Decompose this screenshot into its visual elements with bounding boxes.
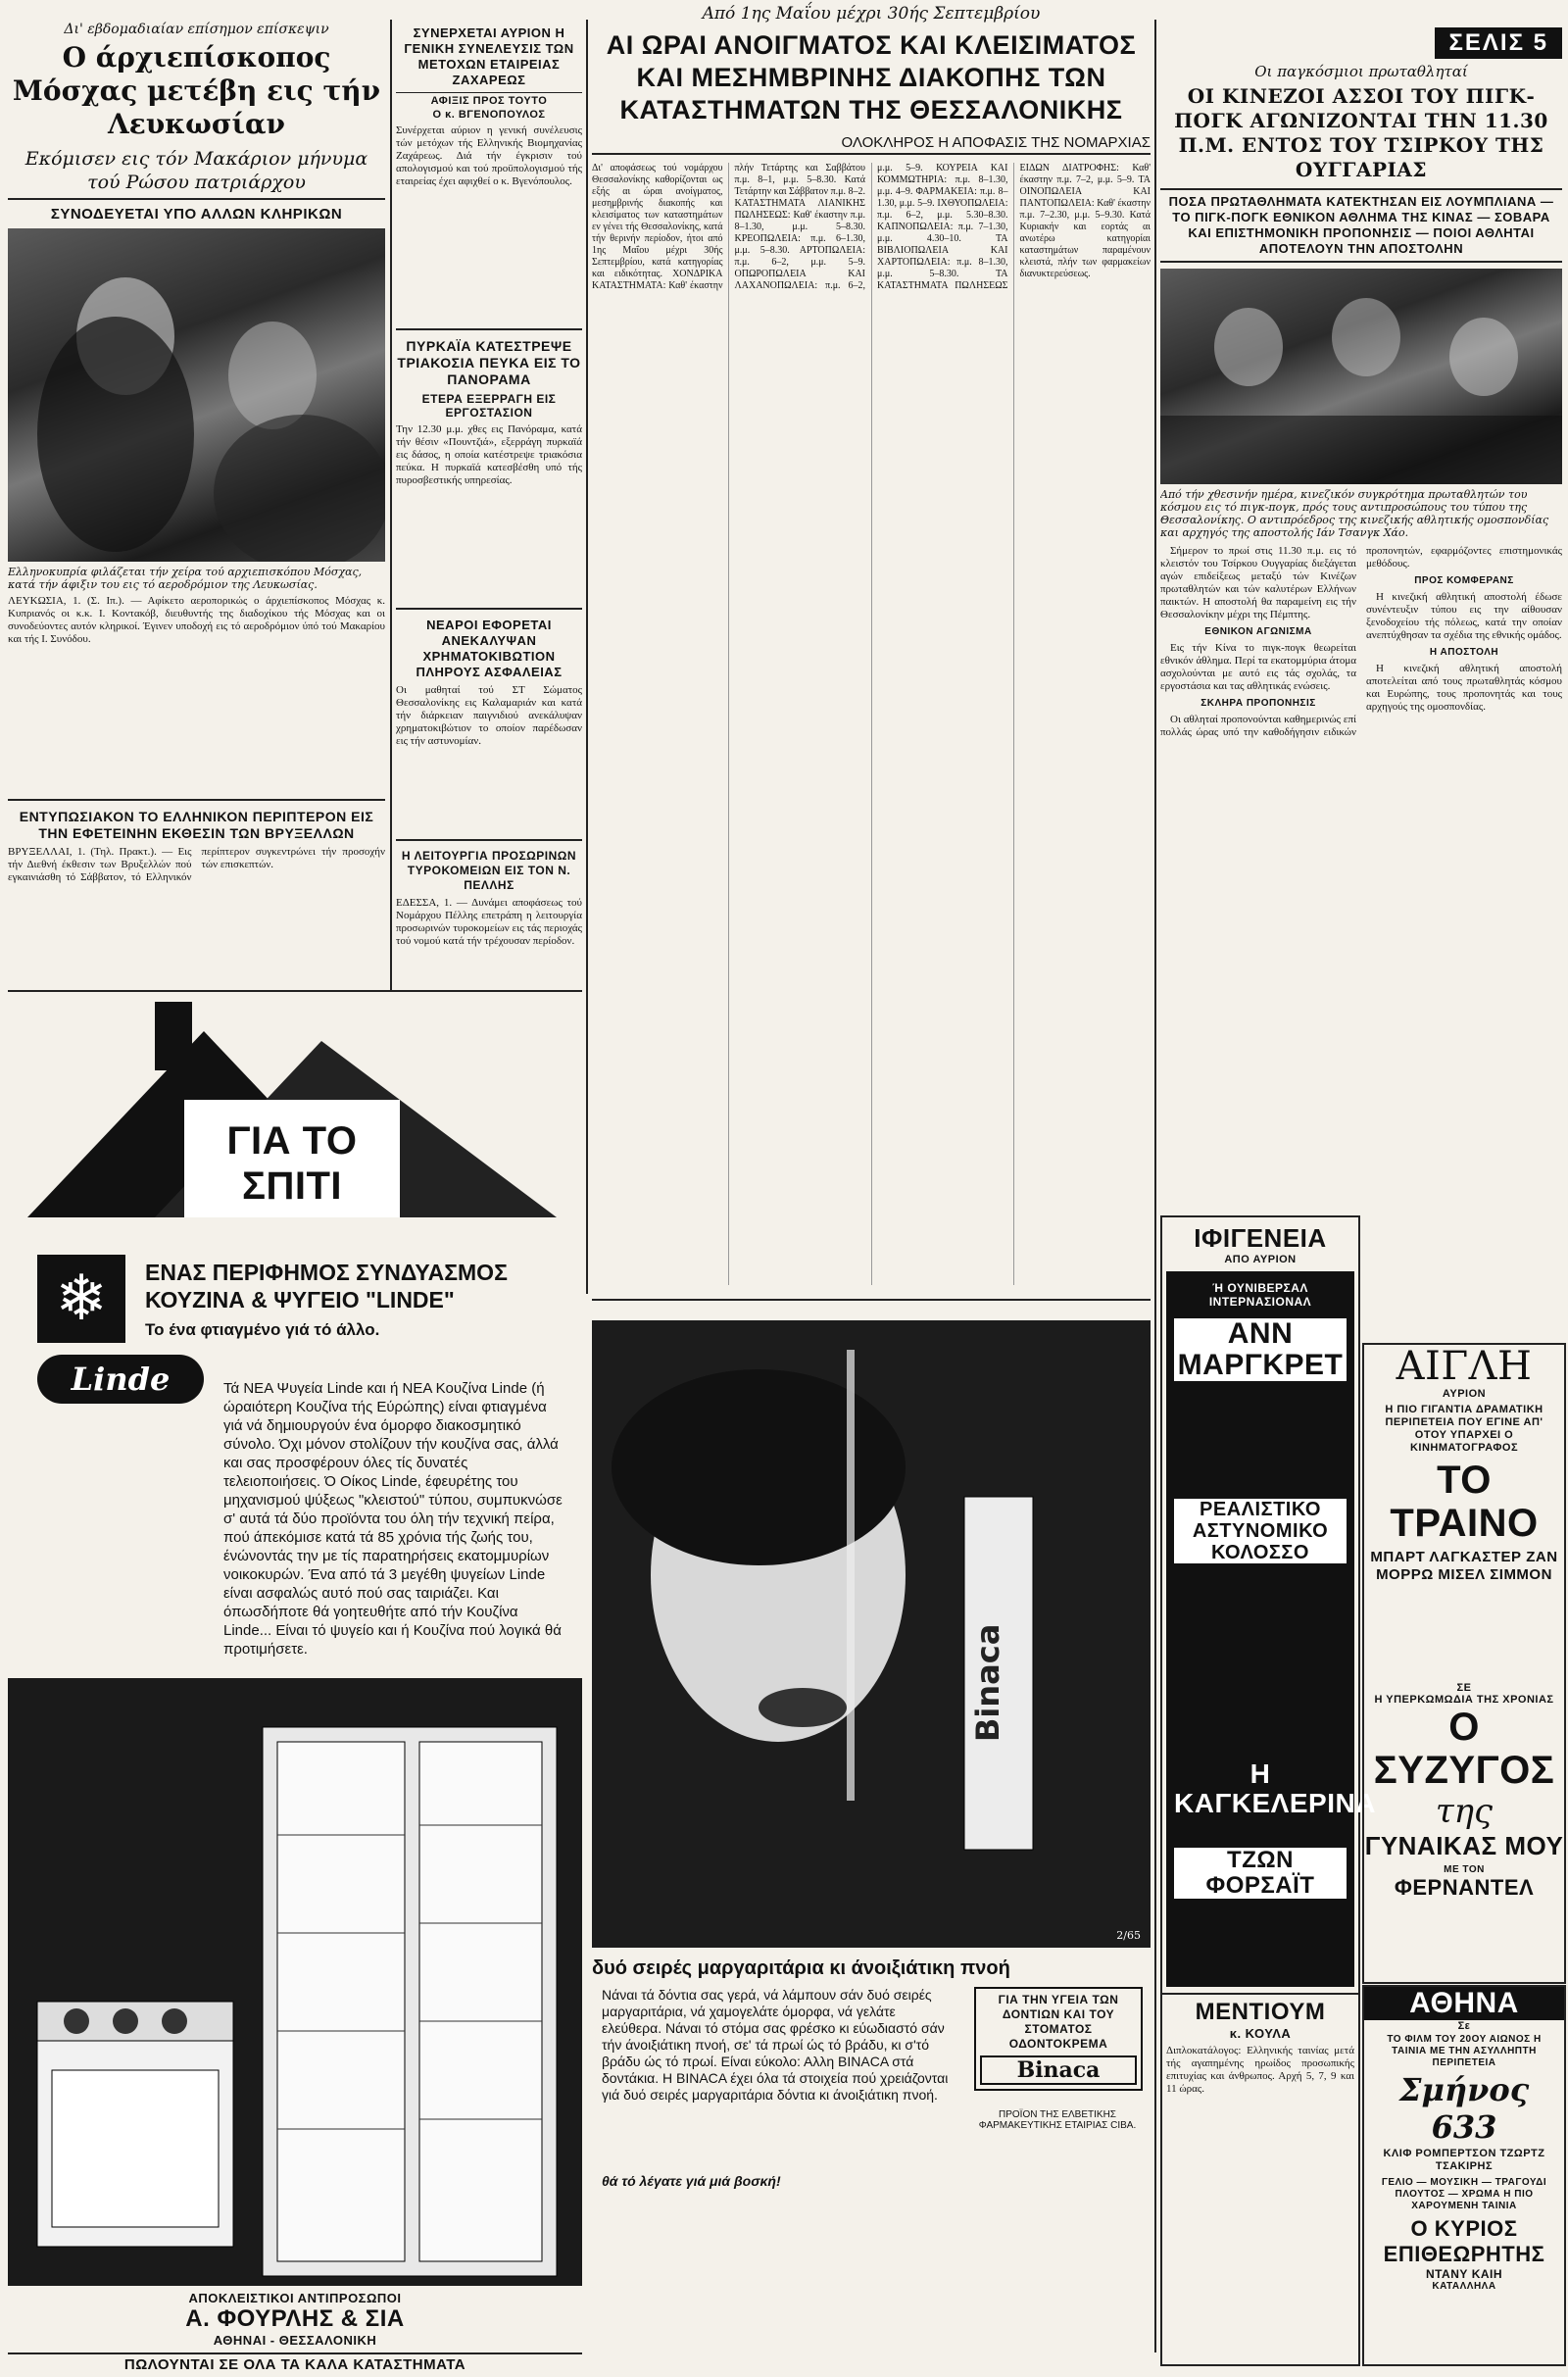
film2-c: ΓΥΝΑΙΚΑΣ ΜΟΥ	[1364, 1831, 1564, 1860]
linde-logo	[37, 1355, 204, 1404]
headline-cheese: Η ΛΕΙΤΟΥΡΓΙΑ ΠΡΟΣΩΡΙΝΩΝ ΤΥΡΟΚΟΜΕΙΩΝ ΕΙΣ ΤΟΝ Ν. ΠΕΛΛΗΣ	[401, 849, 577, 892]
subhead: ΣΚΛΗΡΑ ΠΡΟΠΟΝΗΣΙΣ	[1200, 698, 1316, 709]
column-rule	[586, 20, 588, 1294]
column-rule	[1154, 20, 1156, 2352]
cinema-name: ΙΦΙΓΕΝΕΙΑ	[1194, 1223, 1327, 1253]
photo-pingpong	[1160, 269, 1562, 484]
photo-illustration	[8, 228, 385, 562]
ad-headline: δυό σειρές μαργαριτάρια κι άνοιξιάτικη πνοή	[592, 1957, 1010, 1979]
column-rule	[390, 20, 392, 990]
genre: ΡΕΑΛΙΣΤΙΚΟ ΑΣΤΥΝΟΜΙΚΟ ΚΟΛΟΣΣΟ	[1174, 1499, 1347, 1563]
cinema-when: ΑΠΟ ΑΥΡΙΟΝ	[1224, 1254, 1297, 1265]
linde-logo-text: Linde	[71, 1361, 171, 1398]
page-number: ΣΕΛΙΣ 5	[1435, 27, 1562, 59]
paragraph: Σήμερον το πρωί στις 11.30 π.μ. εις τό κλειστόν του Τσίρκου Ουγγαρίας διεξάγεται αγών επιδείξεως μεταξύ τών Κινέζων πρωταθλητών και τών καλυτέρων Ελλήνων παικτών. Η αποστολή θα παραμείνη εις τήν Θεσσαλονίκην μέχρι της Πέμπτης.	[1160, 545, 1356, 620]
paragraph: Η κινεζική αθλητική αποστολή αποτελείται από τους πρωταθλητάς κόσμου και Ευρώπης, τους προπονητάς και τους αρχηγούς της ομοσπονδίας.	[1366, 663, 1562, 713]
photo-archbishop	[8, 228, 385, 562]
photo-binaca	[592, 1320, 1151, 1948]
star-name: ΑΝΝ ΜΑΡΓΚΡΕΤ	[1174, 1318, 1347, 1381]
subhead-sugar-2: Ο κ. ΒΓΕΝΟΠΟΥΛΟΣ	[432, 109, 546, 121]
cinema-name: ΑΘΗΝΑ	[1364, 1987, 1564, 2020]
ad-ifigeneia	[1160, 1215, 1376, 2366]
article-body	[1160, 545, 1562, 1182]
ad-code: 2/65	[1116, 1929, 1141, 1942]
dealer-label: ΑΠΟΚΛΕΙΣΤΙΚΟΙ ΑΝΤΙΠΡΟΣΩΠΟΙ	[188, 2291, 402, 2305]
ad-footer: ΚΑΤΑΛΛΗΛΑ	[1432, 2281, 1496, 2292]
cinema-when: ΑΥΡΙΟΝ	[1442, 1388, 1487, 1400]
dealer-cities: ΑΘΗΝΑΙ - ΘΕΣΣΑΛΟΝΙΚΗ	[213, 2333, 377, 2348]
ad-body: Τά ΝΕΑ Ψυγεία Linde και ή ΝΕΑ Κουζίνα Linde (ή ώραιότερη Κουζίνα τής Εύρώπης) είναι φτιαγμένα γιά νά δημιουργούν ένα όμορφο διακοσμητικό σύνολο. Όχι μόνον στολίζουν τήν κουζίνα σας, άλλά και σας προσφέρουν όλες τίς δυνατές τελειοποιήσεις. Ό Οίκος Linde, έφευρέτης του μηχανισμού ψύξεως "κλειστού" τύπου, συμπυκνώσε σ' αυτά τά δύο προϊόντα του όλη τήν τεχνική πείρα, πού άπεκόμισε κατά τά 85 χρόνια τής ζωής του, ένώνοντάς την με τίς παρατηρήσεις εκατομμυρίων νοικοκυρών. Ένα από τά 3 μεγέθη ψυγείων Linde είναι ασφαλώς αυτό πού σας ταιριάζει. Και όπωσδήποτε θά γοητευθήτε από τήν Κουζίνα Linde... Είναι τό ψυγείο και ή Κουζίνα πού λογικά θά προτιμήσετε.	[223, 1380, 563, 1658]
divider	[8, 799, 385, 801]
subhead: Η ΑΠΟΣΤΟΛΗ	[1429, 647, 1499, 658]
kicker: Οι παγκόσμιοι πρωταθληταί	[1254, 63, 1468, 80]
headline-safe: ΝΕΑΡΟΙ ΕΦΟΡΕΤΑΙ ΑΝΕΚΑΛΥΨΑΝ ΧΡΗΜΑΤΟΚΙΒΩΤΙΟΝ ΠΛΗΡΟΥΣ ΑΣΦΑΛΕΙΑΣ	[416, 618, 563, 679]
ad-binaca	[592, 1299, 1151, 2369]
tube-brand-text: Binaca	[969, 1623, 1006, 1742]
headline: ΑΙ ΩΡΑΙ ΑΝΟΙΓΜΑΤΟΣ ΚΑΙ ΚΛΕΙΣΙΜΑΤΟΣ ΚΑΙ ΜΕΣΗΜΒΡΙΝΗΣ ΔΙΑΚΟΠΗΣ ΤΩΝ ΚΑΤΑΣΤΗΜΑΤΩΝ ΤΗΣ ΘΕΣΣΑΛΟΝΙΚΗΣ	[606, 30, 1137, 124]
cinema2-body: Διπλοκατάλογος: Ελληνικής ταινίας μετά τής αγαπημένης ηρωίδος προσωπικής επιτυχίας και άνθρωπος. Αρχή 5, 7, 9 και 11 ώρας.	[1166, 2045, 1354, 2095]
cinema2-sub: κ. ΚΟΥΛΑ	[1229, 2026, 1292, 2041]
article-body-brussels: ΒΡΥΞΕΛΛΑΙ, 1. (Τηλ. Πρακτ.). — Εις τήν Διεθνή έκθεσιν των Βρυξελλών πού εγκαινιάσθη τό Σάββατον, τό Ελληνικόν περίπτερον συγκεντρώνει τήν προσοχήν τών επισκεπτών.	[8, 846, 385, 883]
film2-b: της	[1435, 1792, 1494, 1831]
film2-a: Ο ΣΥΖΥΓΟΣ	[1373, 1706, 1555, 1792]
headline: Ο άρχιεπίσκοπος Μόσχας μετέβη εις τήν Λευκωσίαν	[12, 41, 381, 140]
star2: ΦΕΡΝΑΝΤΕΛ	[1394, 1875, 1535, 1900]
film-title: ΤΟ ΤΡΑΙΝΟ	[1390, 1459, 1539, 1545]
cast: ΚΛΙΦ ΡΟΜΠΕΡΤΣΟΝ ΤΖΩΡΤΖ ΤΣΑΚΙΡΗΣ	[1383, 2148, 1545, 2172]
column-3	[592, 0, 1151, 1294]
snowflake-icon: ❄	[37, 1255, 125, 1343]
when2: ΣΕ	[1456, 1682, 1472, 1694]
subhead-sugar: ΑΦΙΞΙΣ ΠΡΟΣ ΤΟΥΤΟ	[396, 92, 582, 107]
cinema-from: Σε	[1457, 2020, 1471, 2032]
ad-title: ΕΝΑΣ ΠΕΡΙΦΗΜΟΣ ΣΥΝΔΥΑΣΜΟΣ ΚΟΥΖΙΝΑ & ΨΥΓΕΙΟ "LINDE"	[145, 1260, 508, 1312]
article-body-fire: Την 12.30 μ.μ. χθες εις Πανόραμα, κατά τήν θέσιν «Πουντζιά», εξερράγη πυρκαϊά εις δάσος, η οποία κατέστρεψε τριακόσια πεύκα. Η πυρκαϊά κατεσβέσθη υπό τής πυροσβεστικής υπηρεσίας.	[396, 423, 582, 486]
subhead-brussels: ΕΝΤΥΠΩΣΙΑΚΟΝ ΤΟ ΕΛΛΗΝΙΚΟΝ ΠΕΡΙΠΤΕΡΟΝ ΕΙΣ ΤΗΝ ΕΦΕΤΕΙΝΗΝ ΕΚΘΕΣΙΝ ΤΩΝ ΒΡΥΞΕΛΛΩΝ	[19, 809, 374, 841]
ad-producer: ΠΡΟΪΟΝ ΤΗΣ ΕΛΒΕΤΙΚΗΣ ΦΑΡΜΑΚΕΥΤΙΚΗΣ ΕΤΑΙΡΙΑΣ CIBA.	[978, 2109, 1137, 2131]
intro: Η ΠΙΟ ΓΙΓΑΝΤΙΑ ΔΡΑΜΑΤΙΚΗ ΠΕΡΙΠΕΤΕΙΑ ΠΟΥ ΕΓΙΝΕ ΑΠ' ΟΤΟΥ ΥΠΑΡΧΕΙ Ο ΚΙΝΗΜΑΤΟΓΡΑΦΟΣ	[1385, 1404, 1544, 1454]
subhead: ΣΥΝΟΔΕΥΕΤΑΙ ΥΠΟ ΑΛΛΩΝ ΚΛΗΡΙΚΩΝ	[50, 206, 343, 223]
film2-title: Ο ΚΥΡΙΟΣ ΕΠΙΘΕΩΡΗΤΗΣ	[1383, 2216, 1545, 2266]
subhead: ΠΡΟΣ ΚΟΜΦΕΡΑΝΣ	[1414, 575, 1514, 586]
poster	[1166, 1271, 1376, 1987]
summary-box: ΠΟΣΑ ΠΡΩΤΑΘΛΗΜΑΤΑ ΚΑΤΕΚΤΗΣΑΝ ΕΙΣ ΛΟΥΜΠΛΙΑΝΑ — ΤΟ ΠΙΓΚ-ΠΟΓΚ ΕΘΝΙΚΟΝ ΑΘΛΗΜΑ ΤΗΣ ΚΙΝΑΣ — ΣΟΒΑΡΑ ΚΑΙ ΕΠΙΣΤΗΜΟΝΙΚΗ ΠΡΟΠΟΝΗΣΙΣ — ΠΟΙΟΙ ΑΘΛΗΤΑΙ ΑΠΟΤΕΛΟΥΝ ΤΗΝ ΑΠΟΣΤΟΛΗΝ	[1160, 188, 1562, 263]
banner-line-2: ΣΠΙΤΙ	[241, 1164, 343, 1208]
deck: Εκόμισεν εις τόν Μακάριον μήνυμα τού Ρώσου πατριάρχου	[8, 147, 385, 200]
article-body-cheese: ΕΔΕΣΣΑ, 1. — Δυνάμει αποφάσεως τού Νομάρχου Πέλλης επετράπη η λειτουργία προσωρινών τυροκομείων εις τάς περιοχάς τού νομού κατά τήν τρέχουσαν περίοδον.	[396, 897, 582, 947]
dealer-name: Α. ΦΟΥΡΛΗΣ & ΣΙΑ	[185, 2305, 405, 2332]
ad-body: Νάναι τά δόντια σας γερά, νά λάμπουν σάν δυό σειρές μαργαριτάρια, νά χαμογελάτε όμορφα, νά γελάτε ελεύθερα. Νάναι τό στόμα σας φρέσκο κι εύωδιαστό σάν τήν άνοιξιάτικη πνοή, σε' τά πρωί ώς τό βράδυ, κι σ'τό βράδυ ώς τό πρωί. Είναι εύκολο: Αλλη BINACA στά δοντάκια. Η BINACA έχει όλα τά στοιχεία πού χρειάζονται γιά δυό σειρές μαργαριτάρια δόντια κι άνοιξιάτικη πνοή.	[602, 1987, 949, 2103]
cast2: ΝΤΑΝΥ ΚΑΙΗ	[1425, 2267, 1503, 2281]
ad-slogan: θά τό λέγατε γιά μιά βοσκή!	[602, 2173, 781, 2189]
subhead-fire: ΕΤΕΡΑ ΕΞΕΡΡΑΓΗ ΕΙΣ ΕΡΓΟΣΤΑΣΙΟΝ	[421, 392, 557, 420]
ad-linde	[8, 990, 582, 2373]
ad-tagline: Το ένα φτιαγμένο γιά τό άλλο.	[145, 1320, 380, 1339]
cast: ΜΠΑΡΤ ΛΑΓΚΑΣΤΕΡ ΖΑΝ ΜΟΡΡΩ ΜΙΣΕΛ ΣΙΜΜΟΝ	[1370, 1549, 1558, 1583]
deck: ΟΛΟΚΛΗΡΟΣ Η ΑΠΟΦΑΣΙΣ ΤΗΣ ΝΟΜΑΡΧΙΑΣ	[592, 134, 1151, 155]
column-4	[1160, 0, 1562, 1333]
studio: Ή ΟΥΝΙΒΕΡΣΑΛ ΙΝΤΕΡΝΑΣΙΟΝΑΛ	[1208, 1281, 1312, 1309]
ad-athina	[1362, 1985, 1566, 2366]
ad-footer: ΠΩΛΟΥΝΤΑΙ ΣΕ ΟΛΑ ΤΑ ΚΑΛΑ ΚΑΤΑΣΤΗΜΑΤΑ	[8, 2352, 582, 2373]
intro2: Η ΥΠΕΡΚΩΜΩΔΙΑ ΤΗΣ ΧΡΟΝΙΑΣ	[1374, 1694, 1554, 1706]
subhead: ΕΘΝΙΚΟΝ ΑΓΩΝΙΣΜΑ	[1204, 626, 1312, 637]
box-text: ΓΙΑ ΤΗΝ ΥΓΕΙΑ ΤΩΝ ΔΟΝΤΙΩΝ ΚΑΙ ΤΟΥ ΣΤΟΜΑΤΟΣ ΟΔΟΝΤΟΚΡΕΜΑ	[998, 1993, 1119, 2051]
intro: ΤΟ ΦΙΛΜ ΤΟΥ 20ΟΥ ΑΙΩΝΟΣ Η ΤΑΙΝΙΑ ΜΕ ΤΗΝ ΑΣΥΛΛΗΠΤΗ ΠΕΡΙΠΕΤΕΙΑ	[1387, 2034, 1542, 2068]
article-body-sugar: Συνέρχεται αύριον η γενική συνέλευσις τών μετόχων τής Ελληνικής Βιομηχανίας Ζαχάρεως. Διά τήν έγκρισιν τού απολογισμού και τού προϋπολογισμού τής εταιρείας έχει αφιχθεί ο κ. Βγενόπουλος.	[396, 124, 582, 187]
ad-box	[974, 1987, 1143, 2091]
article-body: ΛΕΥΚΩΣΙΑ, 1. (Σ. Ιπ.). — Αφίκετο αεροπορικώς ο άρχιεπίσκοπος Μόσχας κ. Κυπριανός οι κ.κ. Ι. Κοντακόβ, διευθυντής της διαδοχίκου τής Μόσχας και οι συνοδεύοντες αυτόν κληρικοί. Έγινεν υποδοχή εις τό αεροδρόμιον ύπό τού Μακαρίου και τής Ι. Συνόδου.	[8, 595, 385, 645]
photo-caption: Από τήν χθεσινήν ημέρα, κινεζικόν συγκρότημα πρωταθλητών του κόσμου εις τό πιγκ-πογκ, πρός τους αντιπροσώπους του τύπου της Θεσσαλονίκης. Ο αντιπρόεδρος της κινεζικής αθλητικής ομοσπονδίας και αρχηγός της αποστολής Ιάν Τσανγκ Χάο.	[1160, 488, 1549, 539]
photo-caption: Ελληνοκυπρία φιλάζεται τήν χείρα τού αρχιεπισκόπου Μόσχας, κατά τήν άφιξιν του εις τό αεροδρόμιον της Λευκωσίας.	[8, 566, 363, 591]
column-1	[8, 0, 385, 990]
costar: ΤΖΩΝ ΦΟΡΣΑΪΤ	[1174, 1848, 1347, 1899]
paragraph: Οι αθληταί προπονούνται καθημερινώς επί πολλάς ώρας υπό την καθοδήγησιν ειδικών προπονητών, εφαρμόζοντες επιστημονικάς μεθόδους.	[1160, 545, 1562, 738]
with: ΜΕ ΤΟΝ	[1444, 1864, 1485, 1875]
paragraph: Η κινεζική αθλητική αποστολή έδωσε συνέντευξιν τύπου εις την αίθουσαν ξενοδοχείου τής πόλεως, κατά την οποίαν ανεπτύχθησαν τα σχέδια της εθνικής ομάδος.	[1366, 591, 1562, 641]
headline-fire: ΠΥΡΚΑΪΑ ΚΑΤΕΣΤΡΕΨΕ ΤΡΙΑΚΟΣΙΑ ΠΕΥΚΑ ΕΙΣ ΤΟ ΠΑΝΟΡΑΜΑ	[397, 338, 581, 387]
column-2	[396, 0, 582, 990]
cinema2-name: ΜΕΝΤΙΟΥΜ	[1162, 1993, 1358, 2026]
genres: ΓΕΛΙΟ — ΜΟΥΣΙΚΗ — ΤΡΑΓΟΥΔΙ ΠΛΟΥΤΟΣ — ΧΡΩΜΑ Η ΠΙΟ ΧΑΡΟΥΜΕΝΗ ΤΑΙΝΙΑ	[1381, 2177, 1547, 2211]
divider	[396, 608, 582, 610]
divider	[396, 839, 582, 841]
paragraph: Εις τήν Κίνα το πιγκ-πογκ θεωρείται εθνικόν άθλημα. Περί τα εκατομμύρια άτομα ασχολούνται με αυτό εις τάς σχολάς, τα εργοστάσια και τας αθλητικάς ενώσεις.	[1160, 642, 1356, 692]
box-brand: Binaca	[980, 2055, 1137, 2085]
film-title: Η ΚΑΓΚΕΛΕΡΙΝΑ	[1174, 1758, 1376, 1818]
ad-aigli	[1362, 1343, 1566, 1984]
banner-line-1: ΓΙΑ ΤΟ	[226, 1119, 358, 1163]
divider	[396, 328, 582, 330]
kicker: Δι' εβδομαδιαίαν επίσημον επίσκεψιν	[64, 22, 329, 37]
photo-illustration	[592, 1320, 1151, 1948]
appliances-illustration	[8, 1678, 582, 2286]
photo-illustration	[1160, 269, 1562, 484]
headline: ΟΙ ΚΙΝΕΖΟΙ ΑΣΣΟΙ ΤΟΥ ΠΙΓΚ-ΠΟΓΚ ΑΓΩΝΙΖΟΝΤΑΙ ΤΗΝ 11.30 Π.Μ. ΕΝΤΟΣ ΤΟΥ ΤΣΙΡΚΟΥ ΤΗΣ ΟΥΓΓΑΡΙΑΣ	[1174, 84, 1548, 181]
cinema-name: ΑΙΓΛΗ	[1396, 1344, 1533, 1389]
headline-sugar: ΣΥΝΕΡΧΕΤΑΙ ΑΥΡΙΟΝ Η ΓΕΝΙΚΗ ΣΥΝΕΛΕΥΣΙΣ ΤΩΝ ΜΕΤΟΧΩΝ ΕΤΑΙΡΕΙΑΣ ΖΑΧΑΡΕΩΣ	[404, 25, 574, 87]
article-body: Δι' αποφάσεως τού νομάρχου Θεσσαλονίκης καθορίζονται ως εξής αι ώραι ανοίγματος, μεσημβρινής διακοπής και κλεισίματος των καταστημάτων εν γένει τής Θεσσαλονίκης, κατά τήν θερινήν περίοδον, ήτοι από 1ης Μαΐου μέχρι 30ής Σεπτεμβρίου, κατά κατηγορίας και ειδικότητας. ΧΟΝΔΡΙΚΑ ΚΑΤΑΣΤΗΜΑΤΑ: Καθ' έκαστην πλήν Τετάρτης και Σαββάτου π.μ. 8–1, μ.μ. 5–8.30. Κατά Τετάρτην και Σάββατον π.μ. 8–2. ΚΑΤΑΣΤΗΜΑΤΑ ΛΙΑΝΙΚΗΣ ΠΩΛΗΣΕΩΣ: Καθ' έκαστην π.μ. 8–1.30, μ.μ. 5–8.30. ΚΡΕΟΠΩΛΕΙΑ: π.μ. 6–1.30, μ.μ. 5–8.30. ΑΡΤΟΠΩΛΕΙΑ: π.μ. 6–2, μ.μ. 5–9. ΟΠΩΡΟΠΩΛΕΙΑ ΚΑΙ ΛΑΧΑΝΟΠΩΛΕΙΑ: π.μ. 6–2, μ.μ. 5–9. ΚΟΥΡΕΙΑ ΚΑΙ ΚΟΜΜΩΤΗΡΙΑ: π.μ. 8–1.30, μ.μ. 4–9. ΦΑΡΜΑΚΕΙΑ: π.μ. 8–1.30, μ.μ. 5–9. ΙΧΘΥΟΠΩΛΕΙΑ: π.μ. 6–2, μ.μ. 5.30–8.30. ΚΑΠΝΟΠΩΛΕΙΑ: π.μ. 7–1.30, μ.μ. 4.30–10. ΤΑ ΒΙΒΛΙΟΠΩΛΕΙΑ ΚΑΙ ΧΑΡΤΟΠΩΛΕΙΑ: π.μ. 8–1.30, μ.μ. 5–8.30. ΤΑ ΚΑΤΑΣΤΗΜΑΤΑ ΠΩΛΗΣΕΩΣ ΕΙΔΩΝ ΔΙΑΤΡΟΦΗΣ: Καθ' έκαστην π.μ. 7–2, μ.μ. 5–9. ΤΑ ΟΙΝΟΠΩΛΕΙΑ ΚΑΙ ΠΑΝΤΟΠΩΛΕΙΑ: Καθ' έκαστην π.μ. 7–2.30, μ.μ. 5–9.30. Κατά Κυριακήν και εορτάς αι ανωτέρω κατηγορίαι καταστημάτων παραμένουν κλειστά, πλήν των φαρμακείων διανυκτερεύσεως.	[592, 163, 1151, 291]
article-body-safe: Οι μαθηταί τού ΣΤ Σώματος Θεσσαλονίκης εις Καλαμαριάν και κατά τήν διάρκειαν παιγνιδιού ανεκάλυψαν χρηματοκιβώτιον το οποίον παρέδωσαν εις τήν αστυνομίαν.	[396, 684, 582, 747]
film-title: Σμήνος 633	[1398, 2071, 1530, 2146]
kicker: Από 1ης Μαΐου μέχρι 30ής Σεπτεμβρίου	[702, 4, 1041, 24]
